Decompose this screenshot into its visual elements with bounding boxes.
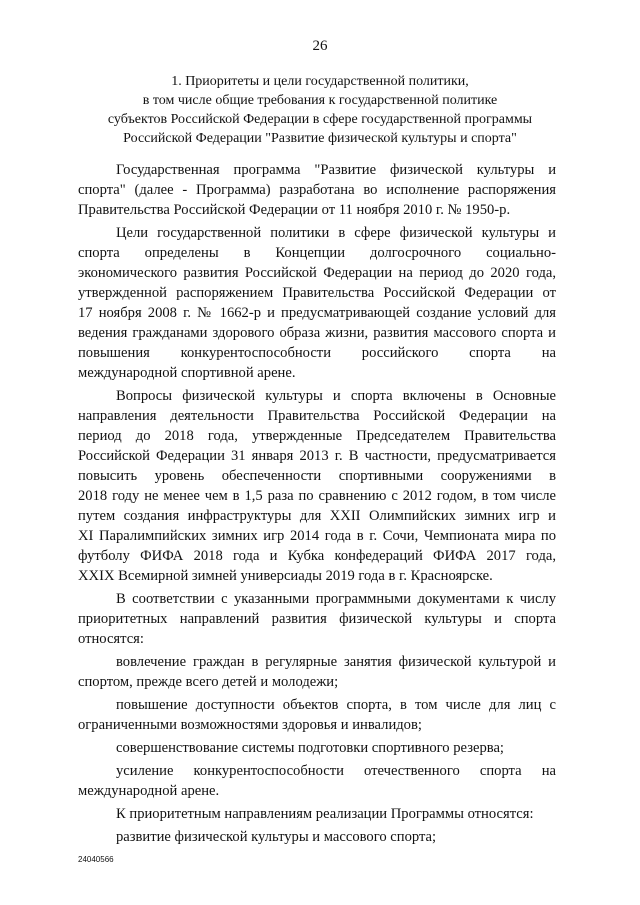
paragraph-line: усиление конкурентоспособности отечественного спорта на	[116, 763, 556, 779]
paragraph	[78, 652, 556, 692]
paragraph-line: ведения гражданами здорового образа жизни, развития массового спорта и	[78, 325, 556, 341]
paragraph-line: относятся:	[78, 631, 144, 647]
paragraph-line: 17 ноября 2008 г. № 1662-р и предусматривающей создание условий для	[78, 305, 556, 321]
body-text	[78, 160, 556, 850]
section-heading	[78, 72, 562, 148]
paragraph-line: спорта" (далее - Программа) разработана во исполнение распоряжения	[78, 182, 556, 198]
paragraph-line: Вопросы физической культуры и спорта включены в Основные	[116, 388, 556, 404]
paragraph-line: повышения конкурентоспособности российского спорта на	[78, 345, 556, 361]
paragraph	[78, 160, 556, 220]
paragraph	[78, 386, 556, 586]
paragraph-line: XXIX Всемирной зимней универсиады 2019 года в г. Красноярске.	[78, 568, 493, 584]
paragraph-line: XI Паралимпийских зимних игр 2014 года в г. Сочи, Чемпионата мира по	[78, 528, 556, 544]
paragraph-line: Российской Федерации 31 января 2013 г. В частности, предусматривается	[78, 448, 556, 464]
paragraph-line: вовлечение граждан в регулярные занятия физической культурой и	[116, 654, 556, 670]
heading-line: субъектов Российской Федерации в сфере государственной программы	[107, 112, 533, 127]
paragraph	[78, 695, 556, 735]
paragraph-line: развитие физической культуры и массового спорта;	[116, 829, 437, 845]
paragraph-line: приоритетных направлений развития физической культуры и спорта	[78, 611, 556, 627]
paragraph	[78, 827, 556, 847]
paragraph	[78, 804, 556, 824]
paragraph-line: повысить уровень обеспеченности спортивными сооружениями в	[78, 468, 556, 484]
paragraph-line: период до 2018 года, утвержденные Председателем Правительства	[78, 428, 556, 444]
paragraph-line: международной спортивной арене.	[78, 365, 296, 381]
paragraph-line: экономического развития Российской Федерации на период до 2020 года,	[78, 265, 556, 281]
paragraph	[78, 223, 556, 383]
paragraph-line: футболу ФИФА 2018 года и Кубка конфедераций ФИФА 2017 года,	[78, 548, 556, 564]
paragraph-line: спорта определены в Концепции долгосрочного социально-	[78, 245, 556, 261]
document-code: 24040566	[78, 855, 114, 864]
paragraph-line: ограниченными возможностями здоровья и инвалидов;	[78, 717, 422, 733]
paragraph	[78, 761, 556, 801]
paragraph-line: направления деятельности Правительства Российской Федерации на	[78, 408, 556, 424]
paragraph-line: международной арене.	[78, 783, 220, 799]
paragraph-line: путем создания инфраструктуры для XXII Олимпийских зимних игр и	[78, 508, 556, 524]
paragraph	[78, 738, 556, 758]
heading-line: в том числе общие требования к государственной политике	[142, 93, 498, 108]
paragraph-line: утвержденной распоряжением Правительства Российской Федерации от	[78, 285, 556, 301]
paragraph-line: В соответствии с указанными программными документами к числу	[116, 591, 556, 607]
paragraph-line: Государственная программа "Развитие физической культуры и	[116, 162, 556, 178]
paragraph-line: совершенствование системы подготовки спортивного резерва;	[116, 740, 504, 756]
paragraph-line: Правительства Российской Федерации от 11 ноября 2010 г. № 1950-р.	[78, 202, 511, 218]
paragraph-line: повышение доступности объектов спорта, в том числе для лиц с	[116, 697, 556, 713]
paragraph-line: 2018 году не менее чем в 1,5 раза по сравнению с 2012 годом, в том числе	[78, 488, 556, 504]
page-number: 26	[312, 38, 328, 54]
heading-line: 1. Приоритеты и цели государственной политики,	[171, 74, 469, 89]
paragraph	[78, 589, 556, 649]
heading-line: Российской Федерации "Развитие физической культуры и спорта"	[123, 131, 517, 146]
paragraph-line: К приоритетным направлениям реализации Программы относятся:	[116, 806, 534, 822]
paragraph-line: Цели государственной политики в сфере физической культуры и	[116, 225, 556, 241]
paragraph-line: спортом, прежде всего детей и молодежи;	[78, 674, 339, 690]
